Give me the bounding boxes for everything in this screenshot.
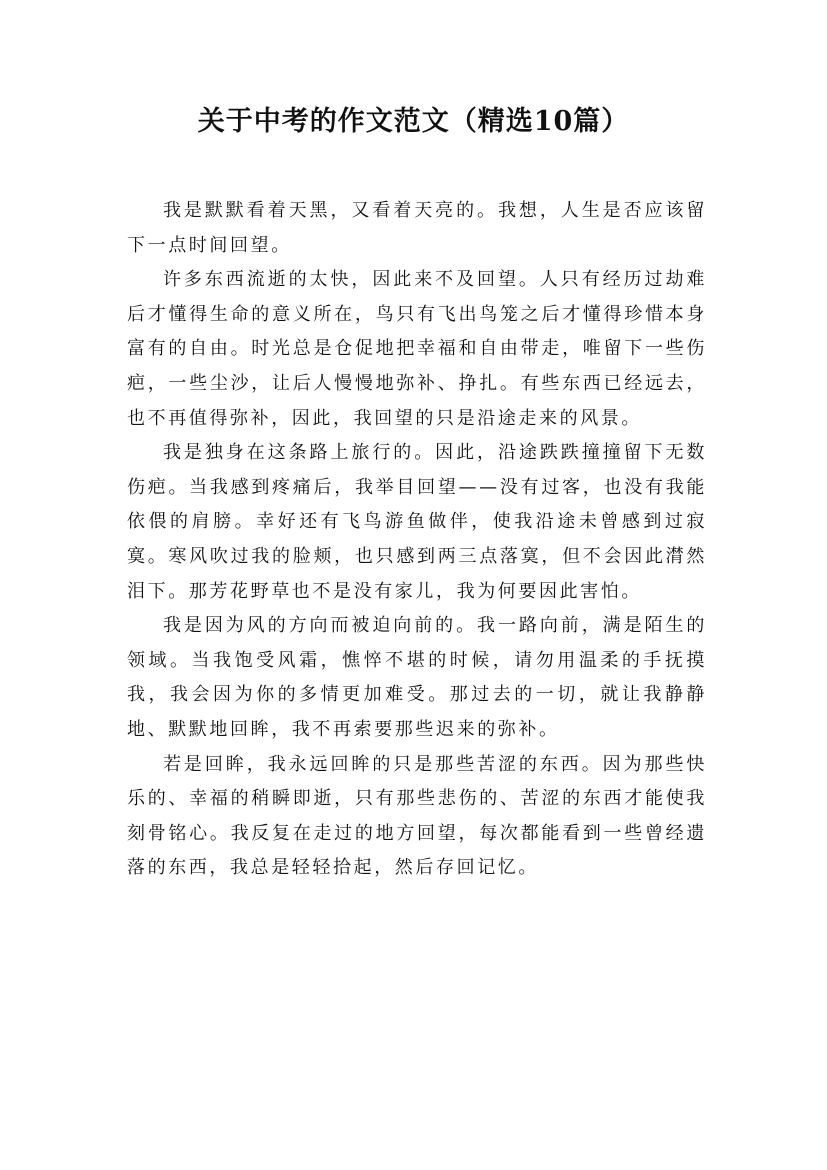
- paragraph: 许多东西流逝的太快，因此来不及回望。人只有经历过劫难后才懂得生命的意义所在，鸟只有飞出鸟笼之后才懂得珍惜本身富有的自由。时光总是仓促地把幸福和自由带走，唯留下一些伤疤，一些尘沙，让后人慢慢地弥补、挣扎。有些东西已经远去，也不再值得弥补，因此，我回望的只是沿途走来的风景。: [127, 269, 707, 429]
- page-title: 关于中考的作文范文（精选10篇）: [197, 106, 630, 137]
- article-body: [127, 194, 707, 886]
- paragraph: 我是因为风的方向而被迫向前的。我一路向前，满是陌生的领域。当我饱受风霜，憔悴不堪的时候，请勿用温柔的手抚摸我，我会因为你的多情更加难受。那过去的一切，就让我静静地、默默地回眸，我不再索要那些迟来的弥补。: [127, 615, 707, 740]
- paragraph: 我是默默看着天黑，又看着天亮的。我想，人生是否应该留下一点时间回望。: [127, 200, 707, 256]
- paragraph: 若是回眸，我永远回眸的只是那些苦涩的东西。因为那些快乐的、幸福的稍瞬即逝，只有那些悲伤的、苦涩的东西才能使我刻骨铭心。我反复在走过的地方回望，每次都能看到一些曾经遗落的东西，我总是轻轻拾起，然后存回记忆。: [127, 753, 707, 879]
- paragraph: 我是独身在这条路上旅行的。因此，沿途跌跌撞撞留下无数伤疤。当我感到疼痛后，我举目回望——没有过客，也没有我能依偎的肩膀。幸好还有飞鸟游鱼做伴，使我沿途未曾感到过寂寞。寒风吹过我的脸颊，也只感到两三点落寞，但不会因此潸然泪下。那芳花野草也不是没有家儿，我为何要因此害怕。: [127, 442, 707, 602]
